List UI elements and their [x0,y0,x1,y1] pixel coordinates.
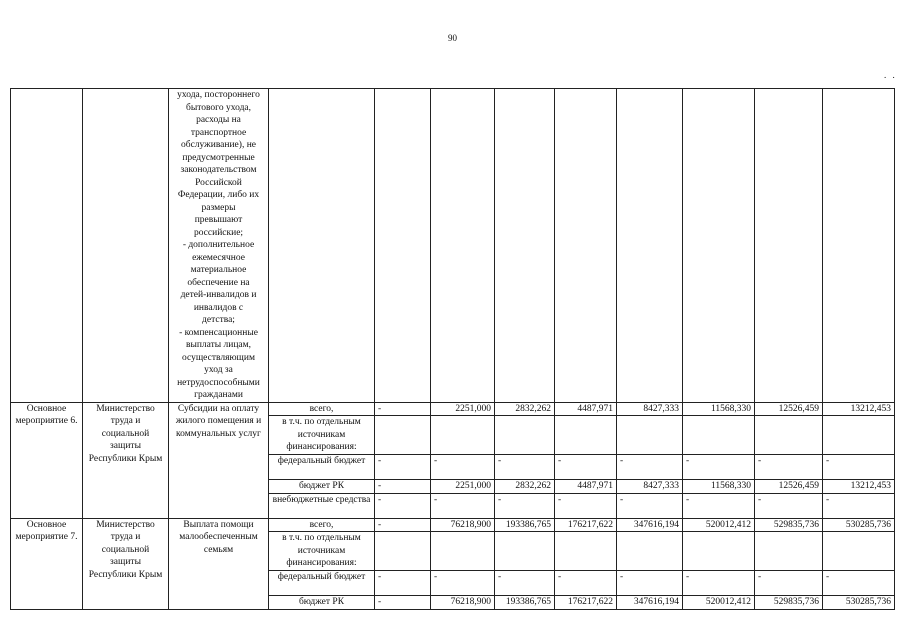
value-cell [617,532,683,571]
value-cell: - [755,571,823,596]
dash-cell [375,416,431,455]
value-cell: - [555,493,617,518]
source-label: федеральный бюджет [269,571,375,596]
dash-cell: - [375,493,431,518]
dash-cell: - [375,518,431,532]
value-cell [555,416,617,455]
value-cell: 176217,622 [555,596,617,610]
dash-cell: - [375,455,431,480]
dash-cell: - [375,480,431,494]
value-cell [431,532,495,571]
source-label: бюджет РК [269,480,375,494]
value-cell [755,416,823,455]
value-cell: 12526,459 [755,402,823,416]
measure-executor: Министерство труда и социальной защиты Республики Крым [83,518,169,609]
cell-empty [823,89,895,403]
measure-6-row-total [11,402,895,416]
source-label: всего, [269,402,375,416]
value-cell: - [823,571,895,596]
value-cell [555,532,617,571]
value-cell: 347616,194 [617,518,683,532]
source-label: бюджет РК [269,596,375,610]
value-cell [823,532,895,571]
value-cell: - [495,455,555,480]
source-label: в т.ч. по отдельным источникам финансирования: [269,532,375,571]
source-label: федеральный бюджет [269,455,375,480]
value-cell: 530285,736 [823,518,895,532]
cell-empty [375,89,431,403]
cell-empty [555,89,617,403]
cell-empty [683,89,755,403]
page-number: 90 [448,33,457,43]
measure-title: Выплата помощи малообеспеченным семьям [169,518,269,609]
value-cell: 76218,900 [431,518,495,532]
value-cell: 520012,412 [683,596,755,610]
value-cell: 176217,622 [555,518,617,532]
value-cell: 193386,765 [495,596,555,610]
value-cell: - [431,571,495,596]
value-cell [683,532,755,571]
value-cell: 13212,453 [823,402,895,416]
cell-empty [495,89,555,403]
value-cell [823,416,895,455]
value-cell: 2251,000 [431,402,495,416]
value-cell: - [617,493,683,518]
value-cell: 520012,412 [683,518,755,532]
value-cell: - [683,571,755,596]
value-cell [495,416,555,455]
value-cell [683,416,755,455]
value-cell: 347616,194 [617,596,683,610]
cell-empty [431,89,495,403]
value-cell: 12526,459 [755,480,823,494]
cell-empty [617,89,683,403]
continuation-row [11,89,895,403]
value-cell: - [555,571,617,596]
measure-title: Субсидии на оплату жилого помещения и коммунальных услуг [169,402,269,518]
value-cell: - [495,571,555,596]
value-cell: 13212,453 [823,480,895,494]
value-cell [431,416,495,455]
value-cell: - [823,455,895,480]
value-cell: 4487,971 [555,402,617,416]
budget-table [10,88,895,610]
source-label: в т.ч. по отдельным источникам финансирования: [269,416,375,455]
cell-empty [83,89,169,403]
corner-mark: . . [884,70,897,80]
value-cell: - [431,455,495,480]
value-cell: - [823,493,895,518]
cell-empty [755,89,823,403]
value-cell: - [683,455,755,480]
dash-cell [375,532,431,571]
value-cell: 4487,971 [555,480,617,494]
value-cell: 529835,736 [755,596,823,610]
value-cell: - [755,455,823,480]
dash-cell: - [375,402,431,416]
value-cell [755,532,823,571]
measure-name: Основное мероприятие 7. [11,518,83,609]
continuation-description: ухода, постороннего бытового ухода, расходы на транспортное обслуживание), не предусмотренные законодательством Российской Федерации, либо их размеры превышают российские; - дополнительное ежемесячное материальное обеспечение на детей-инвалидов и инвалидов с детства; - компенсационные выплаты лицам, осуществляющим уход за нетрудоспособными гражданами [169,89,269,403]
value-cell: 76218,900 [431,596,495,610]
dash-cell: - [375,596,431,610]
value-cell: - [683,493,755,518]
measure-name: Основное мероприятие 6. [11,402,83,518]
value-cell: 11568,330 [683,480,755,494]
cell-empty [269,89,375,403]
value-cell: 2832,262 [495,402,555,416]
measure-7-row-total [11,518,895,532]
value-cell: - [431,493,495,518]
value-cell [495,532,555,571]
value-cell: - [617,571,683,596]
value-cell: - [755,493,823,518]
value-cell: 8427,333 [617,480,683,494]
value-cell: 529835,736 [755,518,823,532]
value-cell: 530285,736 [823,596,895,610]
source-label: всего, [269,518,375,532]
value-cell: - [495,493,555,518]
cell-empty [11,89,83,403]
value-cell: - [555,455,617,480]
value-cell: 8427,333 [617,402,683,416]
value-cell: 193386,765 [495,518,555,532]
value-cell: 2832,262 [495,480,555,494]
value-cell: 2251,000 [431,480,495,494]
value-cell [617,416,683,455]
dash-cell: - [375,571,431,596]
measure-executor: Министерство труда и социальной защиты Республики Крым [83,402,169,518]
value-cell: 11568,330 [683,402,755,416]
value-cell: - [617,455,683,480]
source-label: внебюджетные средства [269,493,375,518]
